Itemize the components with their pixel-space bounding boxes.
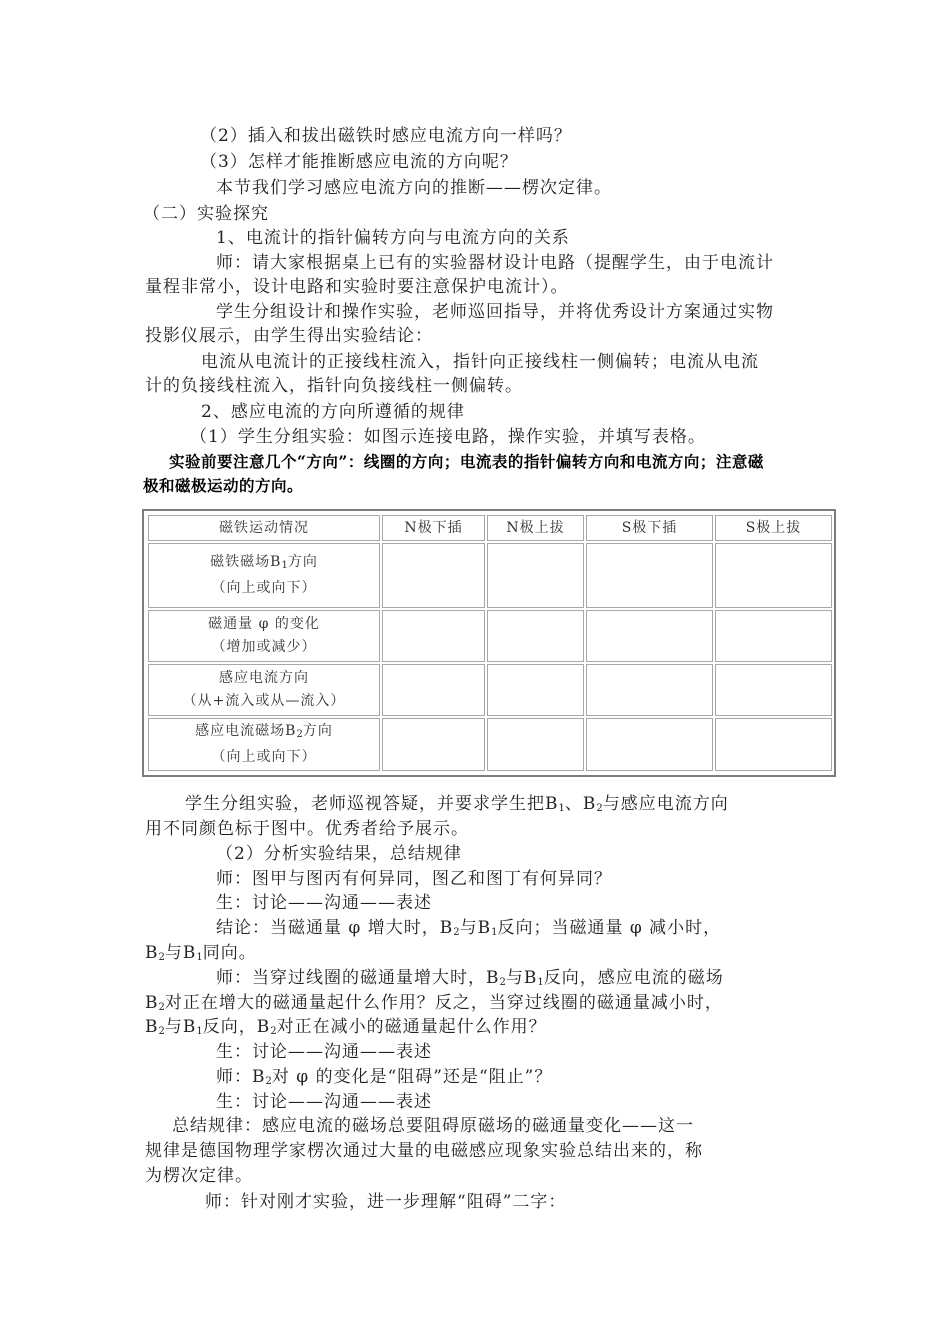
teacher-line-3: 师：$B_2$对 φ 的变化是“阻碍”还是“阻止”？ [216,1067,553,1087]
table-header-row [148,515,832,541]
subheading-2: 2、感应电流的方向所遵循的规律 [201,402,465,422]
table-header-cell: S极下插 [586,515,713,541]
subheading-1: 1、电流计的指针偏转方向与电流方向的关系 [216,228,570,248]
student-discuss-2: 生：讨论——沟通——表述 [216,1042,432,1062]
table-cell[interactable] [586,610,713,662]
row-label: 感应电流方向 （从+流入或从—流入） [148,664,380,716]
teacher-line-2b: $B_2$对正在增大的磁通量起什么作用？反之，当穿过线圈的磁通量减小时， [145,993,723,1013]
row-label: 磁铁磁场$B_1$方向 （向上或向下） [148,543,380,608]
table-row [148,610,832,662]
table-cell[interactable] [487,610,584,662]
teacher-line-4: 师：针对刚才实验，进一步理解“阻碍”二字： [205,1192,567,1212]
table-cell[interactable] [715,718,832,771]
table-cell[interactable] [487,543,584,608]
conclusion-line-1b: 计的负接线柱流入，指针向负接线柱一侧偏转。 [145,376,523,396]
teacher-line-1b: 量程非常小，设计电路和实验时要注意保护电流计）。 [145,277,569,297]
table-cell[interactable] [487,664,584,716]
law-line-c: 为楞次定律。 [145,1166,253,1186]
teacher-line-2c: $B_2$与$B_1$反向，$B_2$对正在减小的磁通量起什么作用？ [145,1017,547,1037]
students-line-1b: 投影仪展示，由学生得出实验结论： [145,326,433,346]
teacher-question: 师：图甲与图丙有何异同，图乙和图丁有何异同？ [216,869,612,889]
student-discuss-1: 生：讨论——沟通——表述 [216,893,432,913]
conclusion-line-1a: 电流从电流计的正接线柱流入，指针向正接线柱一侧偏转；电流从电流 [201,352,759,372]
teacher-line-2a: 师：当穿过线圈的磁通量增大时，$B_2$与$B_1$反向，感应电流的磁场 [216,968,724,988]
teacher-line-1a: 师：请大家根据桌上已有的实验器材设计电路（提醒学生，由于电流计 [216,253,774,273]
student-discuss-3: 生：讨论——沟通——表述 [216,1092,432,1112]
step-2: （2）分析实验结果，总结规律 [216,844,462,864]
table-header-cell: 磁铁运动情况 [148,515,380,541]
table-cell[interactable] [715,610,832,662]
note-line-a: 实验前要注意几个“方向”：线圈的方向；电流表的指针偏转方向和电流方向；注意磁 [169,452,764,471]
table-cell[interactable] [715,543,832,608]
table-header-cell: N极下插 [382,515,485,541]
row-label: 感应电流磁场$B_2$方向 （向上或向下） [148,718,380,771]
experiment-table-frame [142,509,836,777]
table-cell[interactable] [586,664,713,716]
conclusion-line-a: 结论：当磁通量 φ 增大时，$B_2$与$B_1$反向；当磁通量 φ 减小时， [216,918,722,938]
table-cell[interactable] [586,543,713,608]
section-heading: （二）实验探究 [143,204,269,224]
table-cell[interactable] [382,610,485,662]
law-line-a: 总结规律：感应电流的磁场总要阻碍原磁场的磁通量变化——这一 [172,1116,694,1136]
table-row [148,718,832,771]
experiment-table [146,513,834,773]
students-line-1a: 学生分组设计和操作实验，老师巡回指导，并将优秀设计方案通过实物 [216,302,774,322]
table-cell[interactable] [382,718,485,771]
question-3: （3）怎样才能推断感应电流的方向呢？ [200,152,518,172]
intro-line: 本节我们学习感应电流方向的推断——楞次定律。 [216,178,612,198]
table-cell[interactable] [715,664,832,716]
question-2: （2）插入和拔出磁铁时感应电流方向一样吗？ [200,126,572,146]
after-table-line-a: 学生分组实验，老师巡视答疑，并要求学生把$B_1$、$B_2$与感应电流方向 [185,794,729,814]
note-line-b: 极和磁极运动的方向。 [143,476,304,495]
law-line-b: 规律是德国物理学家楞次通过大量的电磁感应现象实验总结出来的，称 [145,1141,703,1161]
table-header-cell: S极上拔 [715,515,832,541]
row-label: 磁通量 φ 的变化 （增加或减少） [148,610,380,662]
table-cell[interactable] [382,664,485,716]
table-cell[interactable] [586,718,713,771]
table-cell[interactable] [487,718,584,771]
table-row [148,543,832,608]
table-header-cell: N极上拔 [487,515,584,541]
conclusion-line-b: $B_2$与$B_1$同向。 [145,943,257,963]
step-1: （1）学生分组实验：如图示连接电路，操作实验，并填写表格。 [190,427,706,447]
after-table-line-b: 用不同颜色标于图中。优秀者给予展示。 [145,819,469,839]
table-cell[interactable] [382,543,485,608]
table-row [148,664,832,716]
